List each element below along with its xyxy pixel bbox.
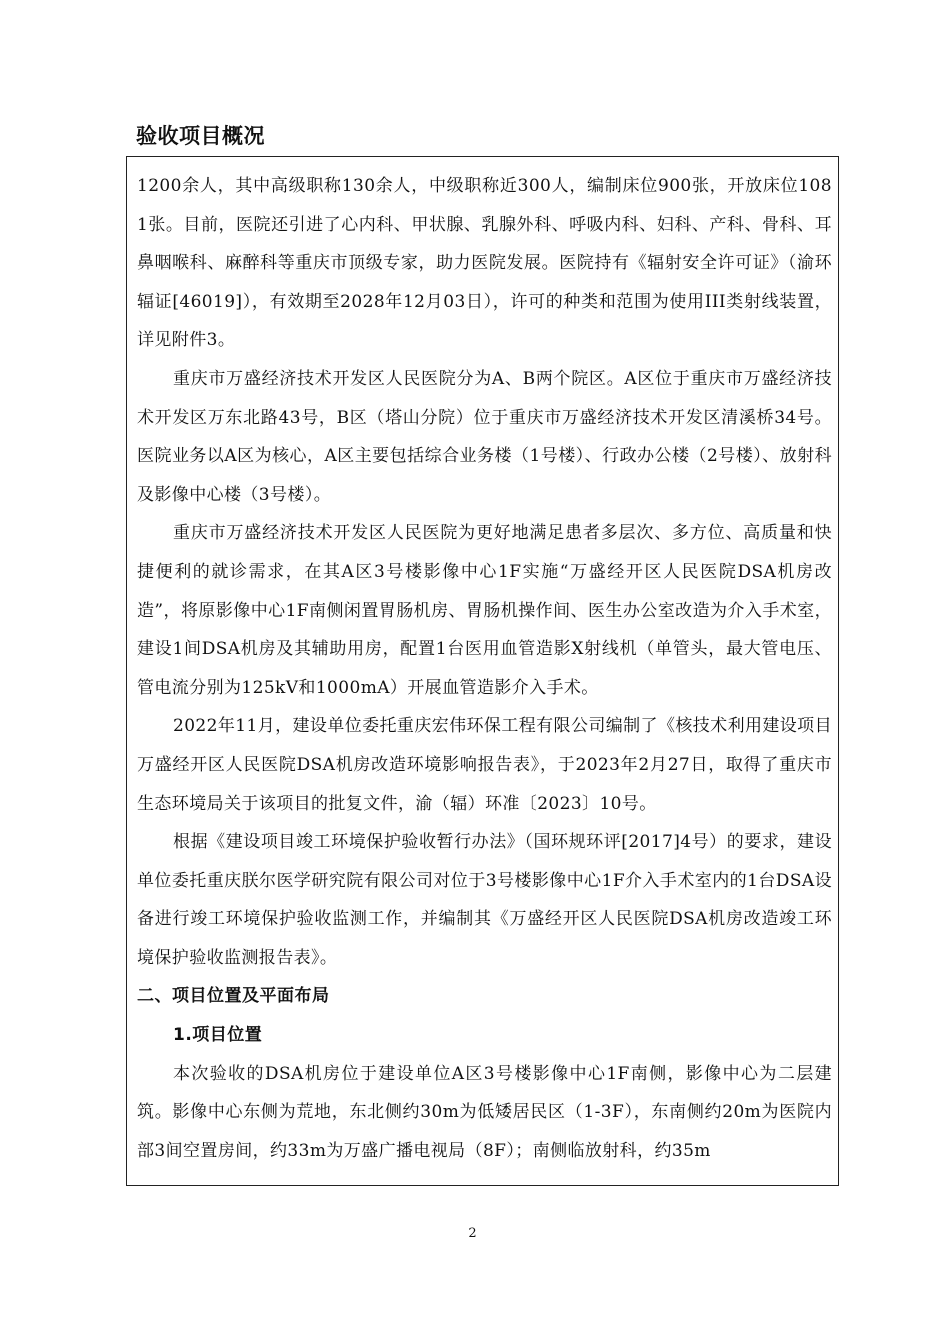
paragraph-dsa-renovation: 重庆市万盛经济技术开发区人民医院为更好地满足患者多层次、多方位、高质量和快捷便利的就诊需求，在其A区3号楼影像中心1F实施“万盛经开区人民医院DSA机房改造”，将原影像中心1F南侧闲置胃肠机房、胃肠机操作间、医生办公室改造为介入手术室，建设1间DSA机房及其辅助用房，配置1台医用血管造影X射线机（单管头，最大管电压、管电流分别为125kV和1000mA）开展血管造影介入手术。 bbox=[137, 523, 832, 698]
subsection-title-location: 1.项目位置 bbox=[173, 1025, 263, 1046]
content-frame bbox=[126, 156, 839, 1186]
paragraph-acceptance-monitoring: 根据《建设项目竣工环境保护验收暂行办法》（国环规环评[2017]4号）的要求，建设单位委托重庆朕尔医学研究院有限公司对位于3号楼影像中心1F介入手术室内的1台DSA设备进行竣工环境保护验收监测工作，并编制其《万盛经开区人民医院DSA机房改造竣工环境保护验收监测报告表》。 bbox=[137, 832, 832, 968]
paragraph-eia-approval: 2022年11月，建设单位委托重庆宏伟环保工程有限公司编制了《核技术利用建设项目万盛经开区人民医院DSA机房改造环境影响报告表》，于2023年2月27日，取得了重庆市生态环境局关于该项目的批复文件，渝（辐）环准〔2023〕10号。 bbox=[137, 716, 832, 814]
paragraph-project-location: 本次验收的DSA机房位于建设单位A区3号楼影像中心1F南侧，影像中心为二层建筑。影像中心东侧为荒地，东北侧约30m为低矮居民区（1-3F），东南侧约20m为医院内部3间空置房间，约33m为万盛广播电视局（8F）；南侧临放射科，约35m bbox=[137, 1063, 832, 1161]
page-number: 2 bbox=[468, 1226, 477, 1241]
paragraph-hospital-campuses: 重庆市万盛经济技术开发区人民医院分为A、B两个院区。A区位于重庆市万盛经济技术开发区万东北路43号，B区（塔山分院）位于重庆市万盛经济技术开发区清溪桥34号。医院业务以A区为核心，A区主要包括综合业务楼（1号楼）、行政办公楼（2号楼）、放射科及影像中心楼（3号楼）。 bbox=[137, 368, 832, 505]
paragraph-staff-and-license: 1200余人，其中高级职称130余人，中级职称近300人，编制床位900张，开放床位1081张。目前，医院还引进了心内科、甲状腺、乳腺外科、呼吸内科、妇科、产科、骨科、耳鼻咽喉科、麻醉科等重庆市顶级专家，助力医院发展。医院持有《辐射安全许可证》（渝环辐证[46019]），有效期至2028年12月03日），许可的种类和范围为使用III类射线装置，详见附件3。 bbox=[137, 176, 832, 351]
page-heading: 验收项目概况 bbox=[136, 124, 265, 148]
content-body bbox=[137, 167, 832, 1170]
section-title-location-layout: 二、项目位置及平面布局 bbox=[137, 986, 330, 1007]
